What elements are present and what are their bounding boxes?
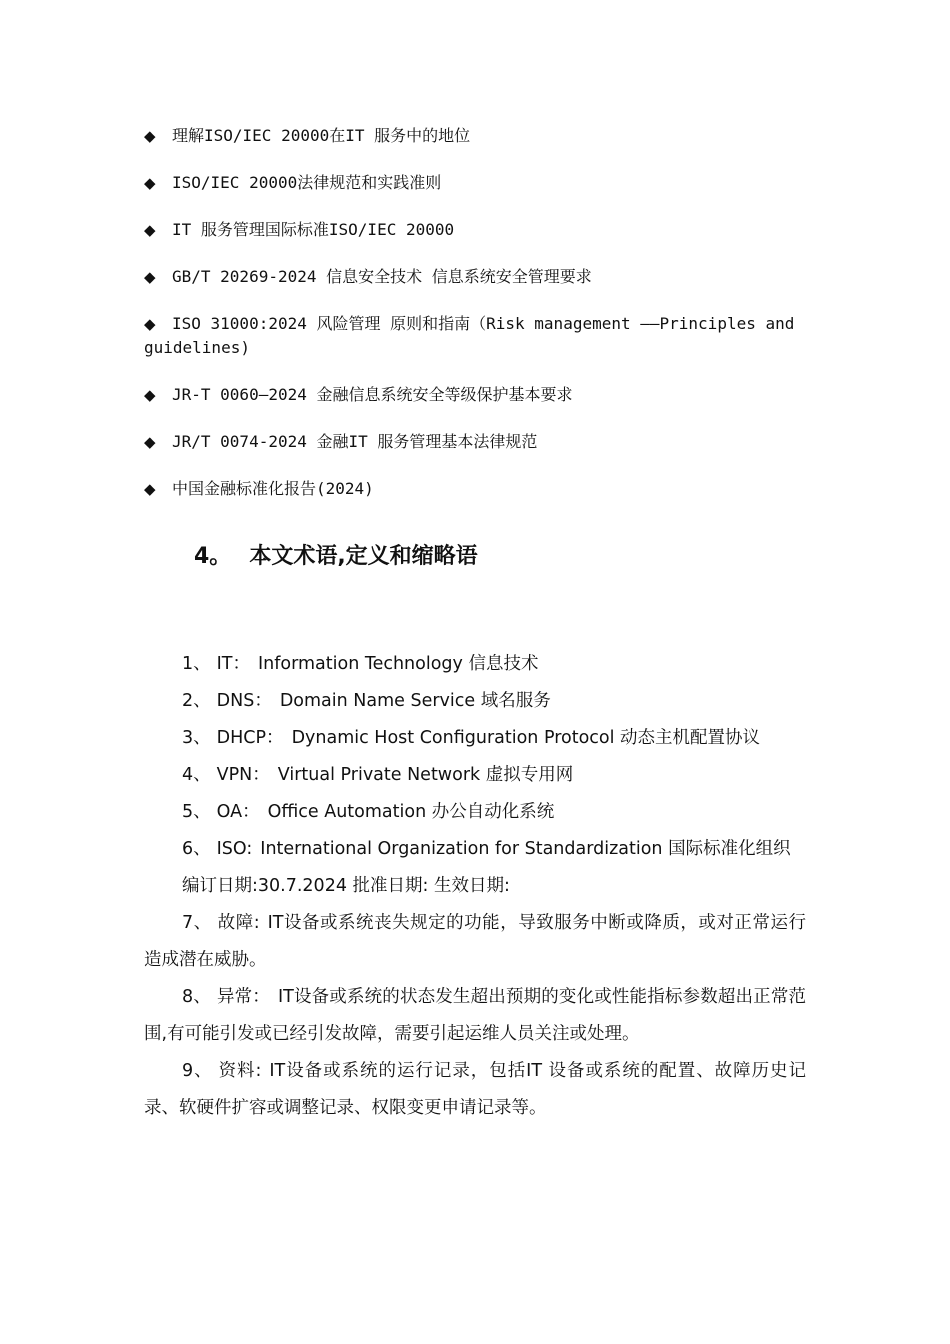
diamond-bullet-icon: ◆ [144,315,156,333]
term-index: 5、 [182,802,211,822]
reference-item [144,265,804,289]
definition-item [144,1053,806,1127]
term-item [144,720,806,757]
diamond-bullet-icon: ◆ [144,386,156,404]
diamond-bullet-icon: ◆ [144,127,156,145]
definition-index: 9、 [182,1061,213,1081]
reference-item [144,312,804,360]
reference-item [144,171,804,195]
term-index: 4、 [182,765,211,785]
reference-text: GB/T 20269-2024 信息安全技术 信息系统安全管理要求 [172,267,592,286]
term-abbreviation: OA： [216,802,260,822]
diamond-bullet-icon: ◆ [144,433,156,451]
term-item [144,757,806,794]
terms-list [144,646,806,1127]
term-abbreviation: DHCP： [216,728,284,748]
term-definition: International Organization for Standardization 国际标准化组织 [260,839,791,859]
diamond-bullet-icon: ◆ [144,480,156,498]
diamond-bullet-icon: ◆ [144,174,156,192]
definition-item [144,979,806,1053]
term-definition: Domain Name Service 域名服务 [279,691,551,711]
reference-item [144,477,804,501]
section-number: 4。 [194,544,232,569]
term-item [144,831,806,868]
term-item [144,646,806,683]
term-definition: Information Technology 信息技术 [258,654,539,674]
definition-index: 7、 [182,913,212,933]
reference-item [144,430,804,454]
term-index: 1、 [182,654,211,674]
dates-line: 编订日期:30.7.2024 批准日期: 生效日期: [182,876,510,896]
reference-item [144,383,804,407]
reference-text: 理解ISO/IEC 20000在IT 服务中的地位 [172,126,471,145]
term-index: 6、 [182,839,211,859]
term-abbreviation: VPN： [216,765,270,785]
term-abbreviation: IT： [216,654,250,674]
definition-text: IT设备或系统的状态发生超出预期的变化或性能指标参数超出正常范围,有可能引发或已经引发故障，需要引起运维人员关注或处理。 [144,987,807,1044]
reference-text: ISO/IEC 20000法律规范和实践准则 [172,173,442,192]
section-title: 本文术语,定义和缩略语 [249,544,478,569]
definition-term: 资料: [218,1061,262,1081]
term-item [144,683,806,720]
reference-text: JR-T 0060—2024 金融信息系统安全等级保护基本要求 [172,385,573,404]
definition-index: 8、 [182,987,211,1007]
reference-item [144,218,804,242]
diamond-bullet-icon: ◆ [144,268,156,286]
term-definition: Dynamic Host Configuration Protocol 动态主机配置协议 [291,728,761,748]
definition-text: IT设备或系统的运行记录，包括IT 设备或系统的配置、故障历史记录、软硬件扩容或调整记录、权限变更申请记录等。 [144,1061,807,1118]
definition-term: 故障: [217,913,260,933]
term-index: 3、 [182,728,211,748]
reference-text: ISO 31000:2024 风险管理 原则和指南（Risk management ——Principles and guidelines) [144,314,795,357]
reference-text: JR/T 0074-2024 金融IT 服务管理基本法律规范 [172,432,538,451]
term-abbreviation: DNS： [216,691,272,711]
reference-list [144,124,804,524]
definition-item [144,905,806,979]
term-definition: Office Automation 办公自动化系统 [267,802,555,822]
reference-text: 中国金融标准化报告(2024) [172,479,374,498]
term-item [144,794,806,831]
term-definition: Virtual Private Network 虚拟专用网 [277,765,574,785]
term-index: 2、 [182,691,211,711]
reference-item [144,124,804,148]
reference-text: IT 服务管理国际标准ISO/IEC 20000 [172,220,455,239]
term-abbreviation: ISO: [216,839,253,859]
diamond-bullet-icon: ◆ [144,221,156,239]
section-heading [194,540,478,574]
definition-term: 异常： [216,987,270,1007]
definition-text: IT设备或系统丧失规定的功能，导致服务中断或降质，或对正常运行造成潜在威胁。 [144,913,806,970]
